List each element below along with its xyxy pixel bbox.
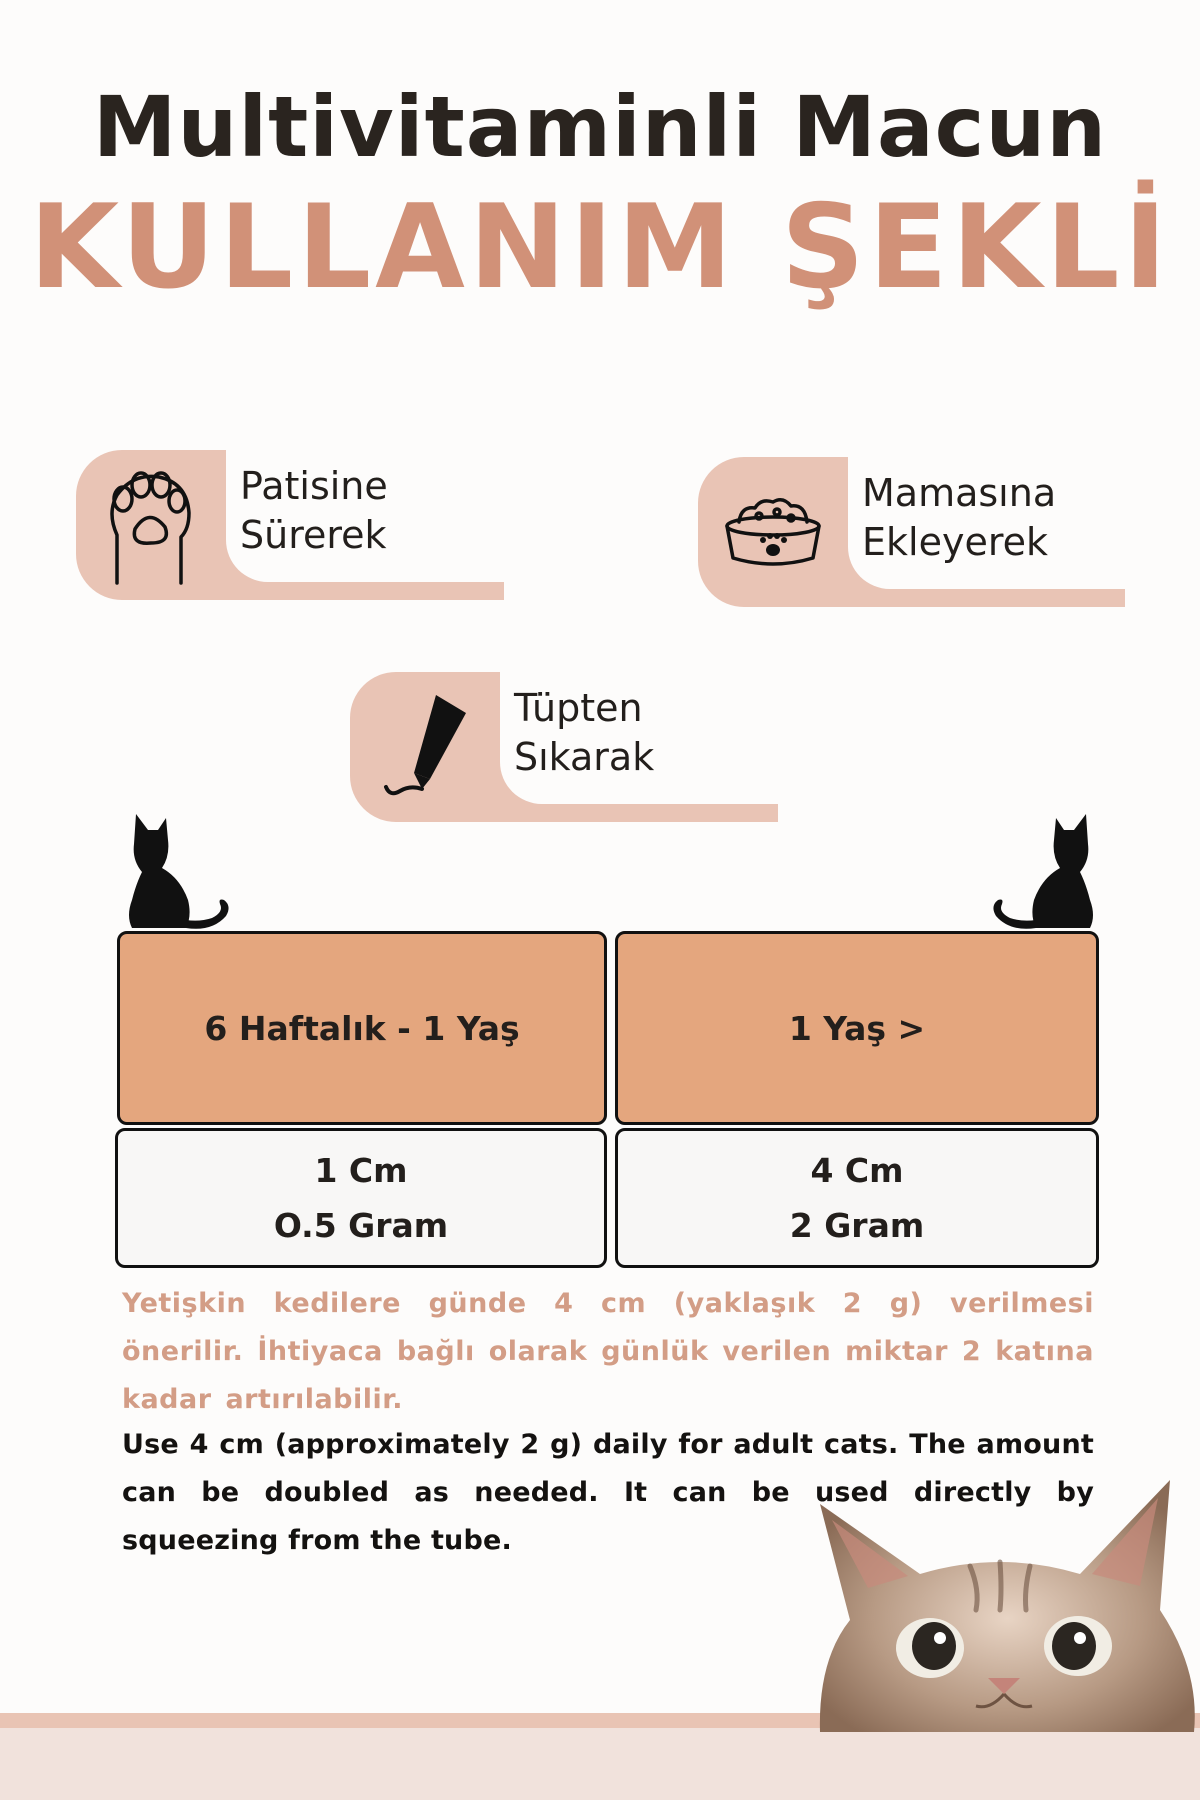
paw-icon — [76, 450, 226, 600]
page-subtitle: KULLANIM ŞEKLİ — [29, 180, 1171, 315]
paste-tube-icon — [350, 672, 500, 822]
method-label: Tüpten Sıkarak — [514, 685, 655, 779]
method-card-paw — [76, 450, 504, 600]
method-card-food — [698, 457, 1125, 607]
dose-length: 1 Cm — [314, 1151, 408, 1190]
cat-photo — [810, 1470, 1200, 1732]
dosage-value-young — [115, 1128, 607, 1268]
dosage-header-adult — [615, 931, 1099, 1125]
food-bowl-icon — [698, 457, 848, 607]
cat-silhouette-left — [122, 812, 262, 932]
method-card-paw-label-area — [226, 440, 504, 582]
method-label: Mamasına Ekleyerek — [862, 470, 1057, 564]
method-label: Patisine Sürerek — [240, 463, 388, 557]
method-card-food-label-area — [848, 447, 1125, 589]
dose-length: 4 Cm — [810, 1151, 904, 1190]
method-card-tube — [350, 672, 778, 822]
age-range-label: 6 Haftalık - 1 Yaş — [204, 1008, 520, 1048]
description-turkish: Yetişkin kedilere günde 4 cm (yaklaşık 2 g) verilmesi önerilir. İhtiyaca bağlı olarak günlük verilen miktar 2 katına kadar artırılabilir. — [122, 1288, 1094, 1415]
page-title: Multivitaminli Macun — [92, 78, 1108, 176]
method-card-tube-label-area — [500, 662, 778, 804]
dose-weight: O.5 Gram — [273, 1206, 449, 1245]
dosage-header-young — [117, 931, 607, 1125]
age-range-label: 1 Yaş > — [788, 1008, 926, 1048]
dose-weight: 2 Gram — [789, 1206, 925, 1245]
dosage-value-adult — [615, 1128, 1099, 1268]
cat-silhouette-right — [960, 812, 1100, 932]
description-english: Use 4 cm (approximately 2 g) daily for adult cats. The amount can be doubled as needed. It can be used directly by squeezing from the tube. — [122, 1429, 1094, 1556]
